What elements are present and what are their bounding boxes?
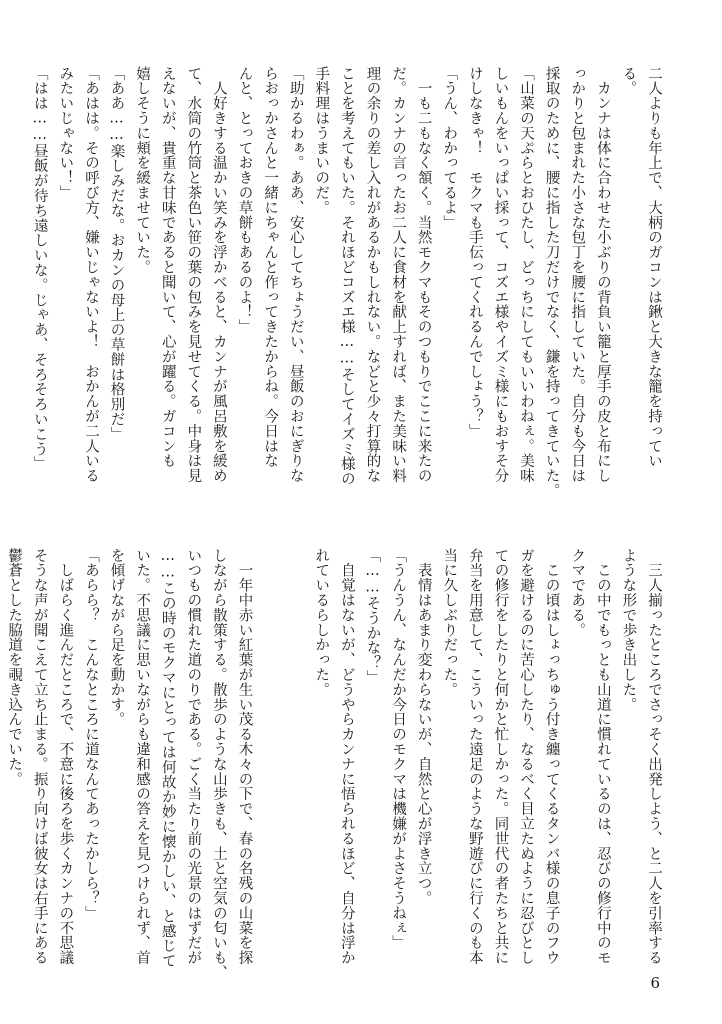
text-line: を傾げながら足を動かす。 — [108, 548, 125, 727]
text-line: 手料理はうまいのだ。 — [313, 66, 330, 215]
text-line: れているらしかった。 — [313, 548, 330, 697]
text-line: 三人揃ったところでさっそく出発しよう、と二人を引率する — [646, 548, 662, 966]
text-line: 自覚はないが、どうやらカンナに悟られるほど、自分は浮か — [338, 548, 355, 966]
text-line: んと、とっておきの草餅もあるのよ！」 — [236, 66, 253, 335]
text-line: ガを避けるのに苦心したり、なるべく目立たぬように忍びとし — [518, 548, 535, 966]
text-line: けしなきゃ！ モクマも手伝ってくれるんでしょう？」 — [466, 66, 483, 439]
top-text-block — [26, 66, 666, 499]
text-line: 「うんうん、なんだか今日のモクマは機嫌がよさそうねぇ」 — [390, 548, 407, 951]
text-line: 人好きする温かい笑みを浮かべると、カンナが風呂敷を緩め — [210, 66, 227, 484]
text-line: この中でもっとも山道に慣れているのは、忍びの修行中のモ — [594, 548, 611, 966]
text-line: 当に久しぶりだった。 — [441, 548, 458, 697]
text-line: 「助かるわぁ。ああ、安心してちょうだい、昼飯のおにぎりな — [287, 66, 304, 484]
text-line: ことを考えてもいた。それほどコズエ様……そしてイズミ様の — [338, 66, 355, 487]
text-line: みたいじゃない！」 — [57, 66, 74, 201]
text-line: 「……そうかな？」 — [364, 548, 381, 686]
text-line: ての修行をしたりと何かと忙しかった。同世代の者たちと共に — [492, 548, 509, 966]
text-line: 「山菜の天ぷらとおひたし、どっちにしてもいいわねぇ。美味 — [518, 66, 535, 484]
text-line: 理の余りの差し入れがあるかもしれない。などと少々打算的な — [364, 66, 381, 484]
text-line: 一年中赤い紅葉が生い茂る木々の下で、春の名残の山菜を探 — [236, 548, 253, 966]
text-line: 嬉しそうに頬を緩ませていた。 — [134, 66, 151, 275]
text-line: ……この時のモクマにとっては何故か妙に懐かしい、と感じて — [159, 548, 176, 969]
text-line: しながら散策する。散歩のような山歩きも、土と空気の匂いも、 — [210, 548, 227, 981]
text-line: カンナは体に合わせた小ぶりの背負い籠と厚手の皮と布にし — [594, 66, 611, 484]
text-line: だ。カンナの言ったお二人に食材を献上すれば、また美味い料 — [390, 66, 407, 484]
text-line: しいもんをいっぱい採って、コズエ様やイズミ様にもおすそ分 — [492, 66, 509, 484]
text-line: 弁当を用意して、こういった遠足のような野遊びに行くのも本 — [466, 548, 483, 966]
text-line: 二人よりも年上で、大柄のガコンは鍬と大きな籠を持ってい — [646, 66, 662, 469]
text-line: らおっかさんと一緒にちゃんと作ってきたからね。今日はな — [262, 66, 279, 469]
text-line: て、水筒の竹筒と茶色い笹の葉の包みを見せてくる。中身は見 — [185, 66, 202, 484]
text-line: 「はは……昼飯が待ち遠しいな。じゃあ、そろそろいこう」 — [31, 66, 48, 472]
text-line: 採取のために、腰に指した刀だけでなく、鎌を持ってきていた。 — [543, 66, 560, 499]
text-line: 表情はあまり変わらないが、自然と心が浮き立つ。 — [415, 548, 432, 906]
text-line: 鬱蒼とした脇道を覗き込んでいた。 — [6, 548, 23, 787]
blank-line — [282, 548, 308, 948]
text-line: る。 — [620, 66, 637, 96]
text-line: クマである。 — [569, 548, 586, 638]
text-line: そうな声が聞こえて立ち止まる。振り向けば彼女は右手にある — [31, 548, 48, 966]
text-line: この頃はしょっちゅう付き纏ってくるタンバ様の息子のフウ — [543, 548, 560, 966]
text-line: 「ああ……楽しみだな。おカンの母上の草餅は格別だ」 — [108, 66, 125, 442]
text-line: っかりと包まれた小さな包丁を腰に指していた。自分も今日は — [569, 66, 586, 484]
text-line: 「うん、わかってるよ」 — [441, 66, 458, 230]
blank-line — [257, 548, 283, 948]
bottom-text-block — [1, 548, 666, 981]
text-line: 「あはは。その呼び方、嫌いじゃないよ！ おかんが二人いる — [82, 66, 99, 484]
text-line: えないが、貴重な甘味であると聞いて、心が躍る。ガコンも — [159, 66, 176, 469]
text-line: 「あらら？ こんなところに道なんてあったかしら？」 — [82, 548, 99, 921]
text-line: しばらく進んだところで、不意に後ろを歩くカンナの不思議 — [57, 548, 74, 966]
text-line: 一も二もなく頷く。当然モクマもそのつもりでここに来たの — [415, 66, 432, 484]
page-number: 6 — [650, 974, 660, 992]
text-line: いつもの慣れた道のりである。ごく当たり前の光景のはずだが — [185, 548, 202, 966]
text-line: ような形で歩き出した。 — [620, 548, 637, 712]
text-line: いた。不思議に思いながらも違和感の答えを見つけられず、首 — [134, 548, 151, 966]
